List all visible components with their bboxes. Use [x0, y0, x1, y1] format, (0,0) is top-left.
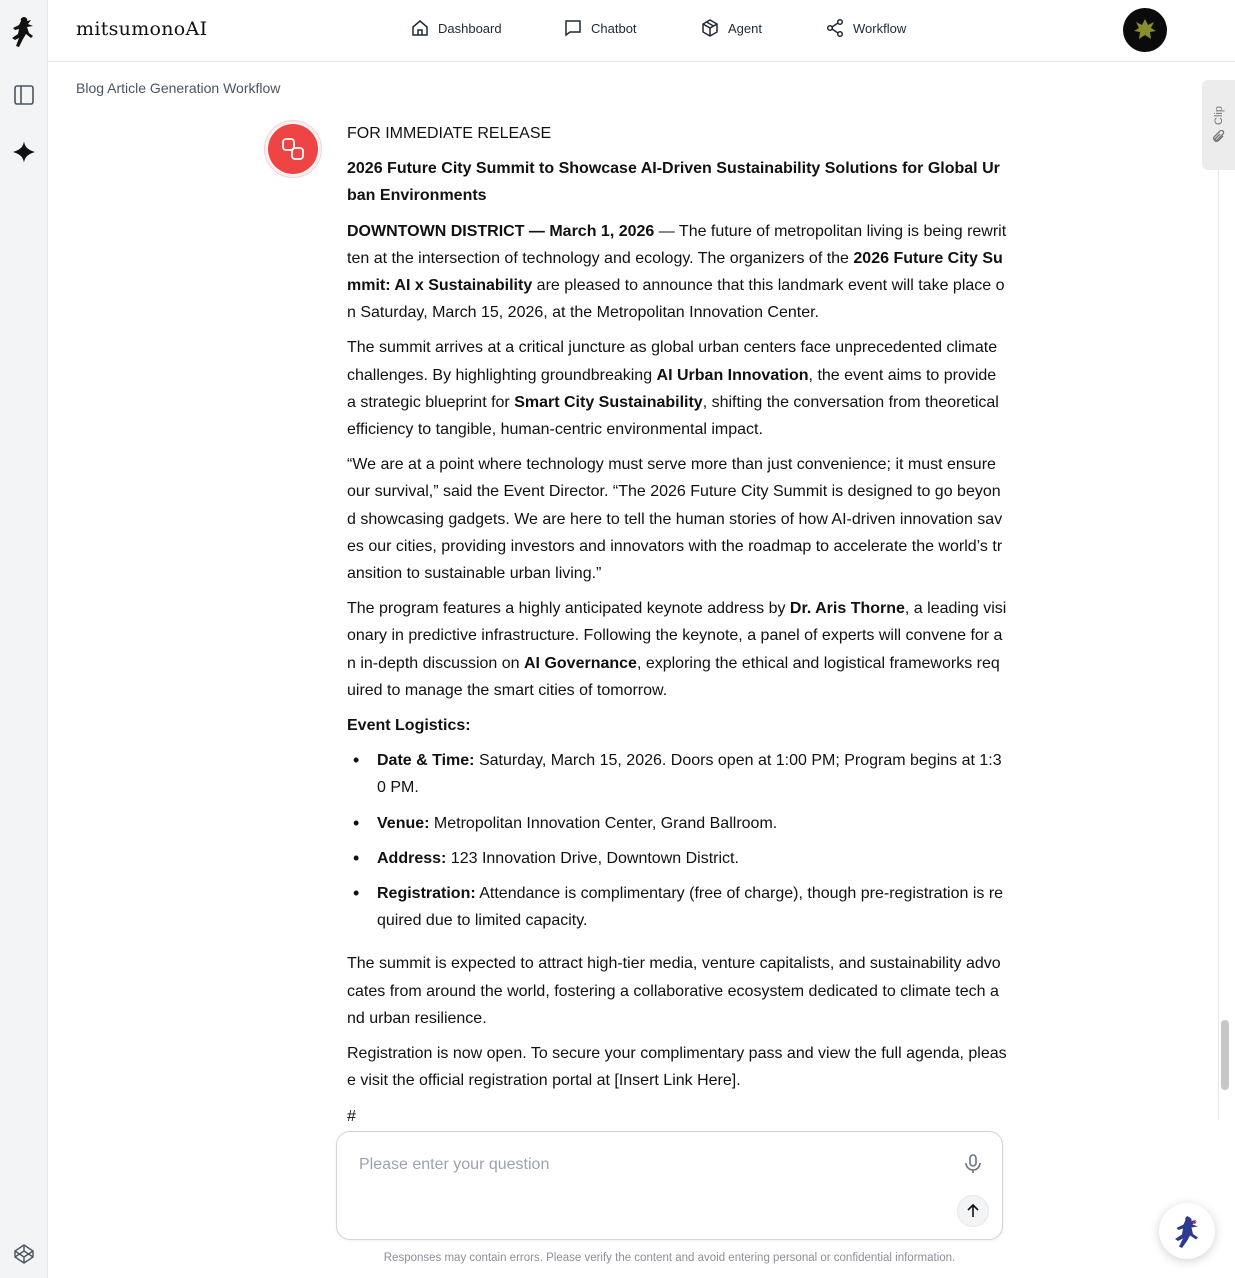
- codepen-icon[interactable]: [10, 1240, 38, 1268]
- paragraph-audience: The summit is expected to attract high-tier media, venture capitalists, and sustainability advocates from around the world, fostering a collaborative ecosystem dedicated to climate tech and urban resilience.: [347, 955, 1001, 1027]
- clip-tab[interactable]: [1202, 80, 1235, 170]
- paragraph-quote: “We are at a point where technology must serve more than just convenience; it must ensure our survival,” said the Event Director. “The 2026 Future City Summit is designed to go beyond showcasing gadgets. We are here to tell the human stories of how AI-driven innovation saves our cities, providing investors and innovators with the roadmap to accelerate the world’s transition to sustainable urban living.”: [347, 456, 1003, 583]
- share-nodes-icon: [825, 18, 845, 38]
- left-rail: [0, 0, 48, 1278]
- list-item: • Registration: Attendance is complimentary (free of charge), though pre-registration is required due to limited capacity.: [347, 880, 1007, 934]
- paragraph-context: The summit arrives at a critical juncture as global urban centers face unprecedented climate challenges. By highlighting groundbreaking AI Urban Innovation, the event aims to provide a strategic blueprint for Smart City Sustainability, shifting the conversation from theoretical efficiency to tangible, human-centric environmental impact.: [347, 339, 999, 439]
- brand-name[interactable]: mitsumonoAI: [76, 18, 208, 40]
- scrollbar-thumb[interactable]: [1221, 1020, 1229, 1090]
- paperclip-icon: [1212, 130, 1226, 144]
- user-avatar[interactable]: [1123, 8, 1167, 52]
- assistant-fab[interactable]: [1159, 1203, 1215, 1259]
- chat-composer: [336, 1131, 1003, 1240]
- assistant-avatar: [264, 120, 322, 178]
- headline: 2026 Future City Summit to Showcase AI-Driven Sustainability Solutions for Global Urban Environments: [347, 160, 1000, 205]
- scrollbar-track: [1218, 170, 1219, 1120]
- disclaimer: Responses may contain errors. Please verify the content and avoid entering personal or confidential information.: [383, 1252, 956, 1264]
- sidebar-toggle-icon[interactable]: [10, 81, 38, 109]
- paragraph-program: The program features a highly anticipated keynote address by Dr. Aris Thorne, a leading visionary in predictive infrastructure. Following the keynote, a panel of experts will convene for an in-depth discussion on AI Governance, exploring the ethical and logistical frameworks required to manage the smart cities of tomorrow.: [347, 600, 1007, 699]
- chat-bubble-icon: [563, 18, 583, 38]
- end-marker: #: [347, 1107, 356, 1125]
- nav-chatbot[interactable]: [563, 18, 637, 38]
- send-button[interactable]: [957, 1195, 989, 1227]
- nav-agent-label: Agent: [728, 20, 762, 36]
- clip-label: Clip: [1212, 105, 1225, 125]
- nav-agent[interactable]: [700, 18, 762, 38]
- microphone-icon[interactable]: [961, 1152, 985, 1176]
- home-icon: [410, 18, 430, 38]
- assistant-message: [347, 120, 1007, 1138]
- nav-workflow[interactable]: [825, 18, 906, 38]
- arrow-up-icon: [965, 1203, 981, 1219]
- paragraph-intro: DOWNTOWN DISTRICT — March 1, 2026 — The future of metropolitan living is being rewritten at the intersection of technology and ecology. The organizers of the 2026 Future City Summit: AI x Sustainability are pleased to announce that this landmark event will take place on Saturday, March 15, 2026, at the Metropolitan Innovation Center.: [347, 222, 1007, 322]
- logistics-list: [347, 747, 1007, 934]
- list-item: • Venue: Metropolitan Innovation Center, Grand Ballroom.: [347, 810, 1007, 837]
- list-item: • Date & Time: Saturday, March 15, 2026. Doors open at 1:00 PM; Program begins at 1:30 PM.: [347, 747, 1007, 801]
- breadcrumb: Blog Article Generation Workflow: [76, 80, 281, 96]
- ninja-mascot-icon: [1169, 1213, 1205, 1249]
- nav-dashboard[interactable]: [410, 18, 502, 38]
- workflow-nodes-icon: [279, 135, 307, 163]
- nav-chatbot-label: Chatbot: [591, 20, 637, 36]
- sparkle-icon[interactable]: [10, 138, 38, 166]
- release-tag: FOR IMMEDIATE RELEASE: [347, 125, 552, 142]
- top-header: [48, 0, 1235, 62]
- ninja-logo-icon[interactable]: [10, 18, 38, 46]
- logistics-title: Event Logistics:: [347, 717, 471, 735]
- cube-icon: [700, 18, 720, 38]
- paragraph-registration: Registration is now open. To secure your complimentary pass and view the full agenda, please visit the official registration portal at [Insert Link Here].: [347, 1045, 1007, 1090]
- nav-workflow-label: Workflow: [853, 20, 907, 36]
- nav-dashboard-label: Dashboard: [438, 20, 502, 36]
- question-input[interactable]: [359, 1152, 939, 1178]
- list-item: • Address: 123 Innovation Drive, Downtown District.: [347, 845, 1007, 872]
